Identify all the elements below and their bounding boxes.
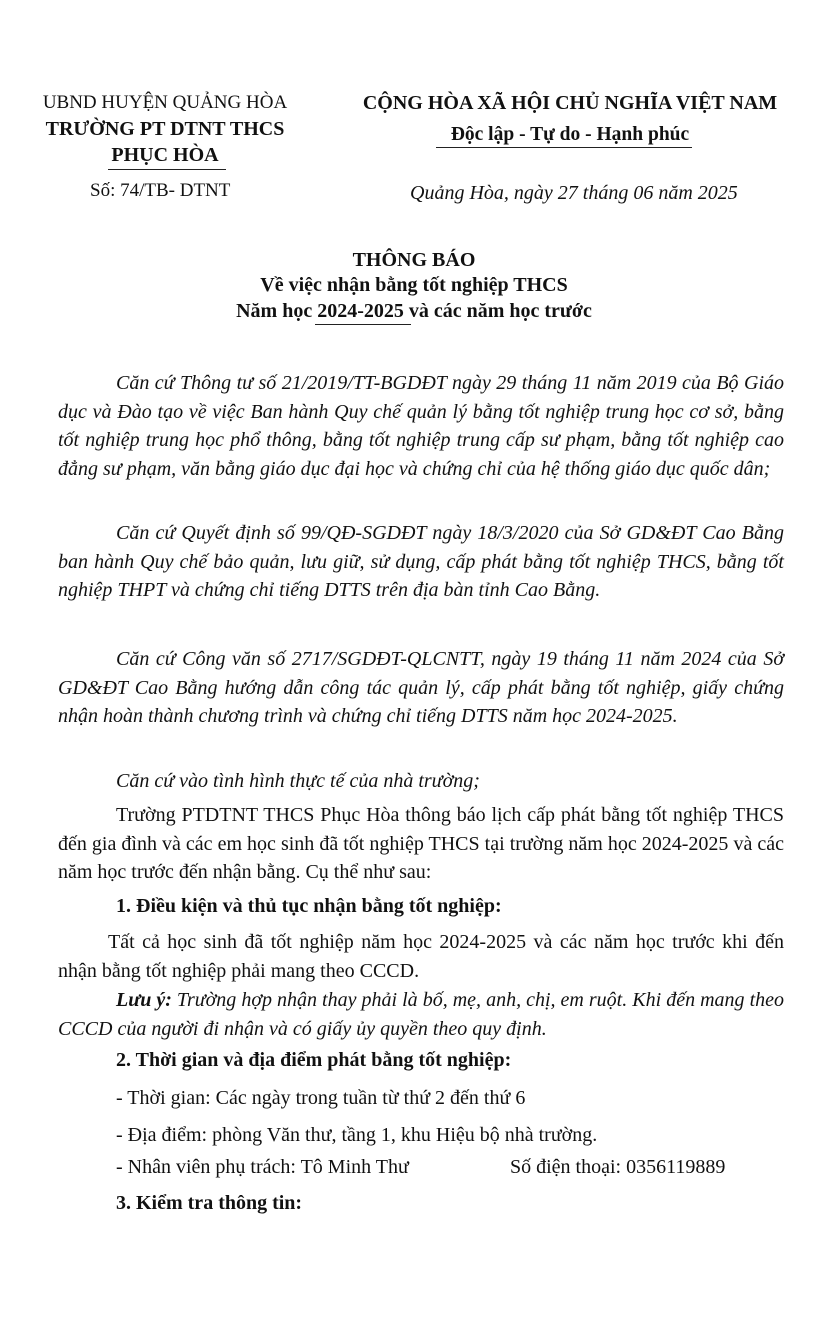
school-name-underline [108,169,226,170]
notice-subject: Về việc nhận bằng tốt nghiệp THCS [260,274,568,296]
national-motto: Độc lập - Tự do - Hạnh phúc [450,124,690,145]
section2-place: - Địa điểm: phòng Văn thư, tầng 1, khu Hiệu bộ nhà trường. [116,1124,598,1146]
section2-heading: 2. Thời gian và địa điểm phát bằng tốt nghiệp: [116,1049,512,1071]
basis-actual-situation: Căn cứ vào tình hình thực tế của nhà trường; [116,770,480,792]
notice-school-year: Năm học 2024-2025 và các năm học trước [236,300,592,322]
basis-decision: Căn cứ Quyết định số 99/QĐ-SGDĐT ngày 18/3/2020 của Sở GD&ĐT Cao Bằng ban hành Quy chế bảo quản, lưu giữ, sử dụng, cấp phát bằng tốt nghiệp THCS, bằng tốt nghiệp THPT và chứng chỉ tiếng DTTS trên địa bàn tỉnh Cao Bằng. [58,522,784,601]
section1-body: Tất cả học sinh đã tốt nghiệp năm học 2024-2025 và các năm học trước khi đến nhận bằng tốt nghiệp phải mang theo CCCD. [58,931,784,982]
authority-name: UBND HUYỆN QUẢNG HÒA [42,92,288,113]
school-name-line2: PHỤC HÒA [111,144,219,166]
document-number: Số: 74/TB- DTNT [90,180,231,201]
section2-staff: - Nhân viên phụ trách: Tô Minh Thư [116,1156,409,1178]
section1-heading: 1. Điều kiện và thủ tục nhận bằng tốt nghiệp: [116,895,502,917]
notice-heading: THÔNG BÁO [352,249,476,271]
title-underline [315,324,411,325]
section2-time: - Thời gian: Các ngày trong tuần từ thứ 2 đến thứ 6 [116,1087,526,1109]
note-label: Lưu ý: [116,989,172,1011]
intro-paragraph: Trường PTDTNT THCS Phục Hòa thông báo lịch cấp phát bằng tốt nghiệp THCS đến gia đình và các em học sinh đã tốt nghiệp THCS tại trường năm học 2024-2025 và các năm học trước đến nhận bằng. Cụ thể như sau: [58,804,784,883]
motto-underline [436,147,692,148]
place-and-date: Quảng Hòa, ngày 27 tháng 06 năm 2025 [410,182,738,204]
school-name-line1: TRƯỜNG PT DTNT THCS [45,118,285,140]
section2-phone: Số điện thoại: 0356119889 [510,1156,726,1178]
section3-heading: 3. Kiểm tra thông tin: [116,1192,303,1214]
nation-title: CỘNG HÒA XÃ HỘI CHỦ NGHĨA VIỆT NAM [362,92,778,114]
section1-note [58,986,784,1043]
note-text: Trường hợp nhận thay phải là bố, mẹ, anh, chị, em ruột. Khi đến mang theo CCCD của người đi nhận và có giấy ủy quyền theo quy định. [58,989,785,1040]
basis-official-letter: Căn cứ Công văn số 2717/SGDĐT-QLCNTT, ngày 19 tháng 11 năm 2024 của Sở GD&ĐT Cao Bằng hướng dẫn công tác quản lý, cấp phát bằng tốt nghiệp, giấy chứng nhận hoàn thành chương trình và chứng chỉ tiếng DTTS năm học 2024-2025. [58,648,784,727]
basis-circular: Căn cứ Thông tư số 21/2019/TT-BGDĐT ngày 29 tháng 11 năm 2019 của Bộ Giáo dục và Đào tạo về việc Ban hành Quy chế quản lý bằng tốt nghiệp trung học cơ sở, bằng tốt nghiệp trung học phổ thông, bằng tốt nghiệp trung cấp sư phạm, bằng tốt nghiệp cao đẳng sư phạm, văn bằng giáo dục đại học và chứng chỉ của hệ thống giáo dục quốc dân; [58,372,784,480]
